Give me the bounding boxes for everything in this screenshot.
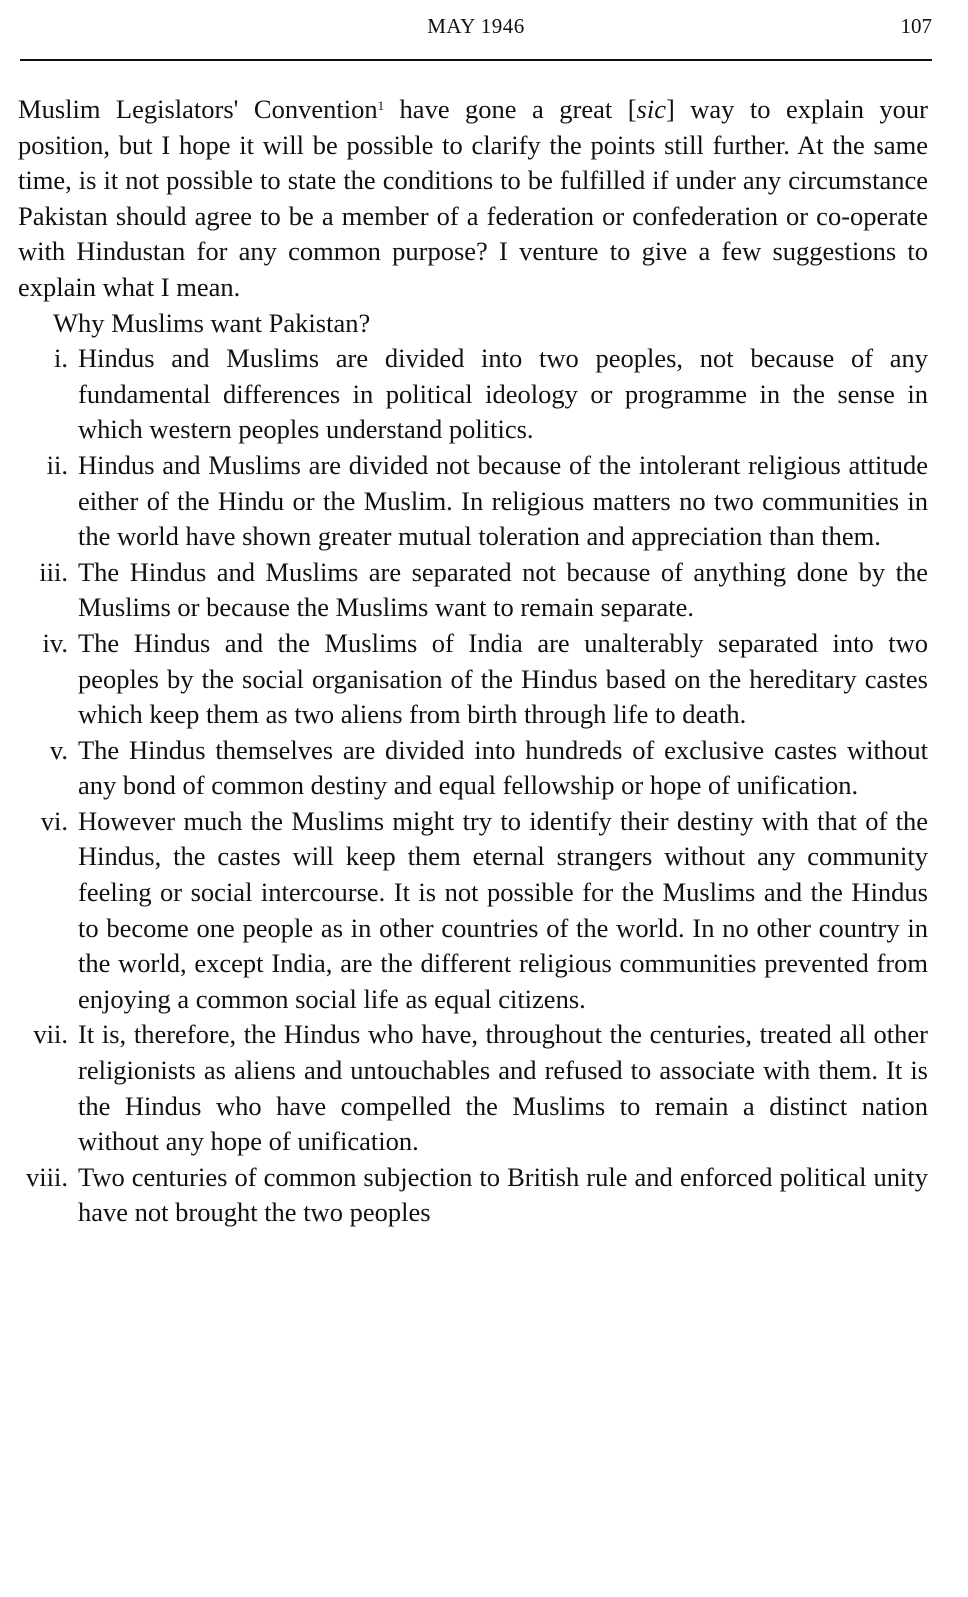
header-rule [20,59,932,61]
intro-text-rest: ] way to explain your position, but I hope it will be possible to clarify the points still further. At the same time, is it not possible to state the conditions to be fulfilled if under any circumstance Pakistan should agree to be a member of a federation or confederation or co-operate with Hindustan for any common purpose? I venture to give a few suggestions to explain what I mean. [18,94,928,302]
item-numeral: v. [49,734,68,765]
footnote-marker: 1 [377,98,385,113]
running-title: MAY 1946 [427,14,525,38]
list-item [18,1017,928,1159]
page-number: 107 [900,14,932,38]
intro-paragraph [18,92,928,306]
intro-text-before-sic: have gone a great [ [384,94,637,124]
list-item [18,1160,928,1231]
item-text: Hindus and Muslims are divided not because of the intolerant religious attitude either of the Hindu or the Muslim. In religious matters no two communities in the world have shown greater mutual toleration and appreciation than them. [78,449,928,552]
item-numeral: viii. [26,1161,68,1192]
running-head [20,14,932,44]
list-item [18,804,928,1018]
intro-text-start: Muslim Legislators' Convention [18,94,378,124]
item-numeral: vi. [40,805,68,836]
item-text: It is, therefore, the Hindus who have, throughout the centuries, treated all other religionists as aliens and untouchables and refused to associate with them. It is the Hindus who have compelled the Muslims to remain a distinct nation without any hope of unification. [78,1019,928,1157]
item-text: However much the Muslims might try to identify their destiny with that of the Hindus, the castes will keep them eternal strangers without any community feeling or social intercourse. It is not possible for the Muslims and the Hindus to become one people as in other countries of the world. In no other country in the world, except India, are the different religious communities prevented from enjoying a common social life as equal citizens. [78,805,928,1014]
item-numeral: iv. [42,627,68,658]
item-numeral: ii. [46,449,68,480]
list-item [18,555,928,626]
item-text: The Hindus and the Muslims of India are unalterably separated into two peoples by the social organisation of the Hindus based on the hereditary castes which keep them as two aliens from birth through life to death. [78,627,928,730]
body-text [18,92,928,1231]
list-item [18,733,928,804]
item-text: The Hindus themselves are divided into hundreds of exclusive castes without any bond of common destiny and equal fellowship or hope of unification. [78,734,928,801]
item-text: The Hindus and Muslims are separated not because of anything done by the Muslims or because the Muslims want to remain separate. [78,556,928,623]
item-numeral: i. [54,343,68,374]
sic-annotation: sic [636,94,666,124]
item-text: Hindus and Muslims are divided into two peoples, not because of any fundamental differences in political ideology or programme in the sense in which western peoples understand politics. [78,343,928,445]
item-text: Two centuries of common subjection to British rule and enforced political unity have not brought the two peoples [78,1161,928,1228]
item-numeral: vii. [33,1019,68,1050]
list-item [18,626,928,733]
list-item [18,341,928,448]
question-line: Why Muslims want Pakistan? [53,307,371,338]
numbered-points-list [18,341,928,1231]
item-numeral: iii. [39,556,68,587]
list-item [18,448,928,555]
